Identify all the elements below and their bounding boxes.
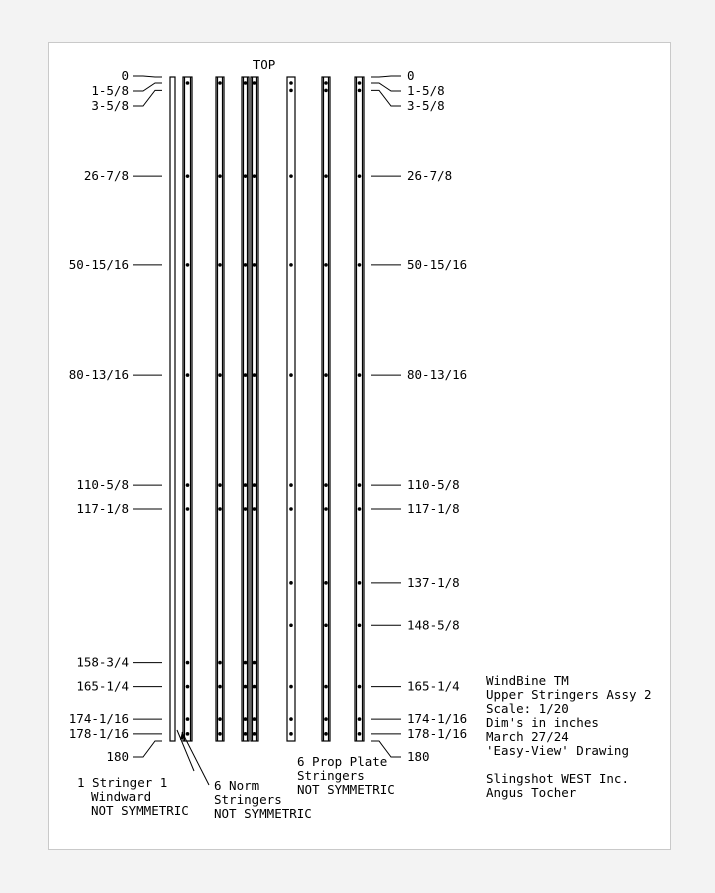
right-dimension [371,477,460,492]
bolt-hole [324,581,328,585]
bolt-hole [186,685,190,689]
right-dimension-leader [371,76,401,77]
right-dimension [371,575,460,590]
right-dimension-label: 26-7/8 [407,168,453,184]
bolt-hole [358,507,362,511]
bolt-hole [289,81,293,85]
right-dimension-label: 110-5/8 [407,477,460,493]
left-dimension-label: 178-1/16 [68,725,129,741]
bolt-hole [244,507,248,511]
bolt-hole [289,89,293,93]
bolt-hole [324,685,328,689]
bolt-hole [218,373,222,377]
bolt-hole [218,717,222,721]
bolt-hole [253,483,257,487]
group-3-line-3: NOT SYMMETRIC [297,782,395,797]
right-dimension-leader [371,90,401,106]
left-dimension [76,655,162,670]
bolt-hole [324,174,328,178]
bolt-hole [218,732,222,736]
group-2-line-2: Stringers [214,792,282,807]
bolt-hole [324,732,328,736]
left-dimension-label: 117-1/8 [76,501,129,517]
left-dimension-label: 165-1/4 [76,678,129,694]
bolt-hole [186,263,190,267]
bolt-hole [358,89,362,93]
left-dimension-label: 3-5/8 [91,98,129,113]
title-line-1: WindBine TM [486,673,569,688]
bolt-hole [358,373,362,377]
left-dimension [76,501,162,516]
group-2-line-1: 6 Norm [214,778,260,793]
bolt-hole [186,81,190,85]
top-label: TOP [252,57,276,72]
bolt-hole [289,732,293,736]
bolt-hole [186,507,190,511]
right-dimension [371,617,460,632]
bolt-hole [218,483,222,487]
bolt-hole [289,263,293,267]
bolt-hole [218,263,222,267]
bolt-hole [186,373,190,377]
left-dimension-label: 1-5/8 [91,83,129,98]
title-line-5: March 27/24 [486,729,569,744]
right-dimension [371,168,452,183]
left-dimension [76,477,162,492]
title-line-4: Dim's in inches [486,715,599,730]
bolt-hole [358,717,362,721]
bolt-hole [324,623,328,627]
bolt-hole [218,507,222,511]
right-dimension-label: 0 [407,68,415,83]
right-dimension-label: 148-5/8 [407,617,460,633]
left-dimension [84,168,162,183]
bolt-hole [253,81,257,85]
bolt-hole [324,717,328,721]
stringer-bar [183,77,192,741]
left-dimension [121,68,162,83]
bolt-hole [218,174,222,178]
bolt-hole [244,81,248,85]
bolt-hole [358,174,362,178]
bolt-hole [186,483,190,487]
stringer-bar [287,77,295,741]
right-dimension-label: 165-1/4 [407,678,460,694]
left-dimension [69,711,162,726]
right-dimension-label: 80-13/16 [407,367,468,383]
bolt-hole [244,174,248,178]
bolt-hole [324,507,328,511]
title-line-6: 'Easy-View' Drawing [486,743,629,758]
bolt-hole [358,732,362,736]
stringer-bar [251,77,258,741]
left-dimension [69,726,162,741]
bolt-hole [289,717,293,721]
right-dimension [371,679,460,694]
stringer-bar [242,77,249,741]
right-dimension-label: 174-1/16 [407,711,468,727]
group-1-line-3: NOT SYMMETRIC [91,803,189,818]
title-line-8: Angus Tocher [486,785,577,800]
bolt-hole [324,81,328,85]
stringer-bar [355,77,364,741]
bolt-hole [253,263,257,267]
stringer-bar [322,77,330,741]
bolt-hole [253,174,257,178]
left-dimension-label: 158-3/4 [76,654,129,670]
left-dimension-list [69,68,162,764]
stringer-group-1-label [77,775,189,818]
left-dimension [106,741,162,764]
bolt-hole [289,623,293,627]
right-dimension-label: 137-1/8 [407,574,460,590]
bolt-hole [186,717,190,721]
bolt-hole [324,263,328,267]
right-dimension [371,501,460,516]
title-block [486,673,659,800]
bolt-hole [244,373,248,377]
left-dimension-leader [133,90,162,106]
bolt-hole [244,717,248,721]
stringer-bar [216,77,224,741]
bolt-hole [253,732,257,736]
right-dimension [371,367,467,382]
right-dimension-label: 3-5/8 [407,98,445,113]
left-dimension [69,257,162,272]
right-dimension-label: 180 [407,749,430,764]
title-line-3: Scale: 1/20 [486,701,569,716]
bolt-hole [218,81,222,85]
left-dimension-leader [133,741,162,757]
right-dimension-list [371,68,467,764]
bolt-hole [186,174,190,178]
bolt-hole [244,661,248,665]
right-dimension [371,83,445,98]
bolt-hole [186,661,190,665]
group-1-line-1: 1 Stringer 1 [77,775,168,790]
left-dimension-label: 50-15/16 [68,256,129,272]
right-dimension-leader [371,83,401,91]
stringer-bar [170,77,175,741]
bolt-hole [289,483,293,487]
bolt-hole [358,581,362,585]
bolt-hole [253,661,257,665]
right-dimension [371,257,467,272]
group-2-leader [182,732,209,785]
right-dimension-label: 50-15/16 [407,256,468,272]
bolt-hole [253,685,257,689]
bolt-hole [358,685,362,689]
bolt-hole [244,263,248,267]
right-dimension-label: 178-1/16 [407,725,468,741]
left-dimension-label: 174-1/16 [68,711,129,727]
bolt-hole [218,685,222,689]
right-dimension [371,68,415,83]
left-dimension-leader [133,83,162,91]
group-3-line-1: 6 Prop Plate [297,754,388,769]
bolt-hole [218,661,222,665]
group-2-line-3: NOT SYMMETRIC [214,806,312,821]
bolt-hole [244,483,248,487]
drawing-sheet [48,42,671,850]
left-dimension [69,367,162,382]
right-dimension-label: 1-5/8 [407,83,445,98]
stringer-bars [170,77,364,741]
bolt-hole [289,685,293,689]
bolt-hole [289,174,293,178]
title-line-2: Upper Stringers Assy 2 [486,687,652,702]
bolt-hole [186,732,190,736]
bolt-hole [289,507,293,511]
left-dimension-leader [133,76,162,77]
right-dimension [371,711,467,726]
left-dimension-label: 80-13/16 [68,367,129,383]
bolt-hole [253,507,257,511]
stringer-group-3-label [297,754,395,797]
left-dimension-label: 0 [121,68,129,83]
bolt-hole [253,717,257,721]
bolt-hole [289,373,293,377]
bolt-hole [358,483,362,487]
bolt-hole [324,89,328,93]
stringer-outline [170,77,175,741]
bolt-hole [358,623,362,627]
bolt-hole [324,373,328,377]
bolt-hole [324,483,328,487]
title-line-7: Slingshot WEST Inc. [486,771,629,786]
stringer-drawing [49,43,670,849]
bolt-hole [289,581,293,585]
bolt-hole [358,263,362,267]
bolt-hole [244,732,248,736]
left-dimension-label: 110-5/8 [76,477,129,493]
right-dimension-label: 117-1/8 [407,501,460,517]
right-dimension [371,726,467,741]
left-dimension-label: 26-7/8 [83,168,129,184]
bolt-hole [358,81,362,85]
group-1-line-2: Windward [91,789,152,804]
bolt-hole [253,373,257,377]
group-3-line-2: Stringers [297,768,365,783]
left-dimension [76,679,162,694]
left-dimension-label: 180 [106,749,129,764]
bolt-hole [244,685,248,689]
